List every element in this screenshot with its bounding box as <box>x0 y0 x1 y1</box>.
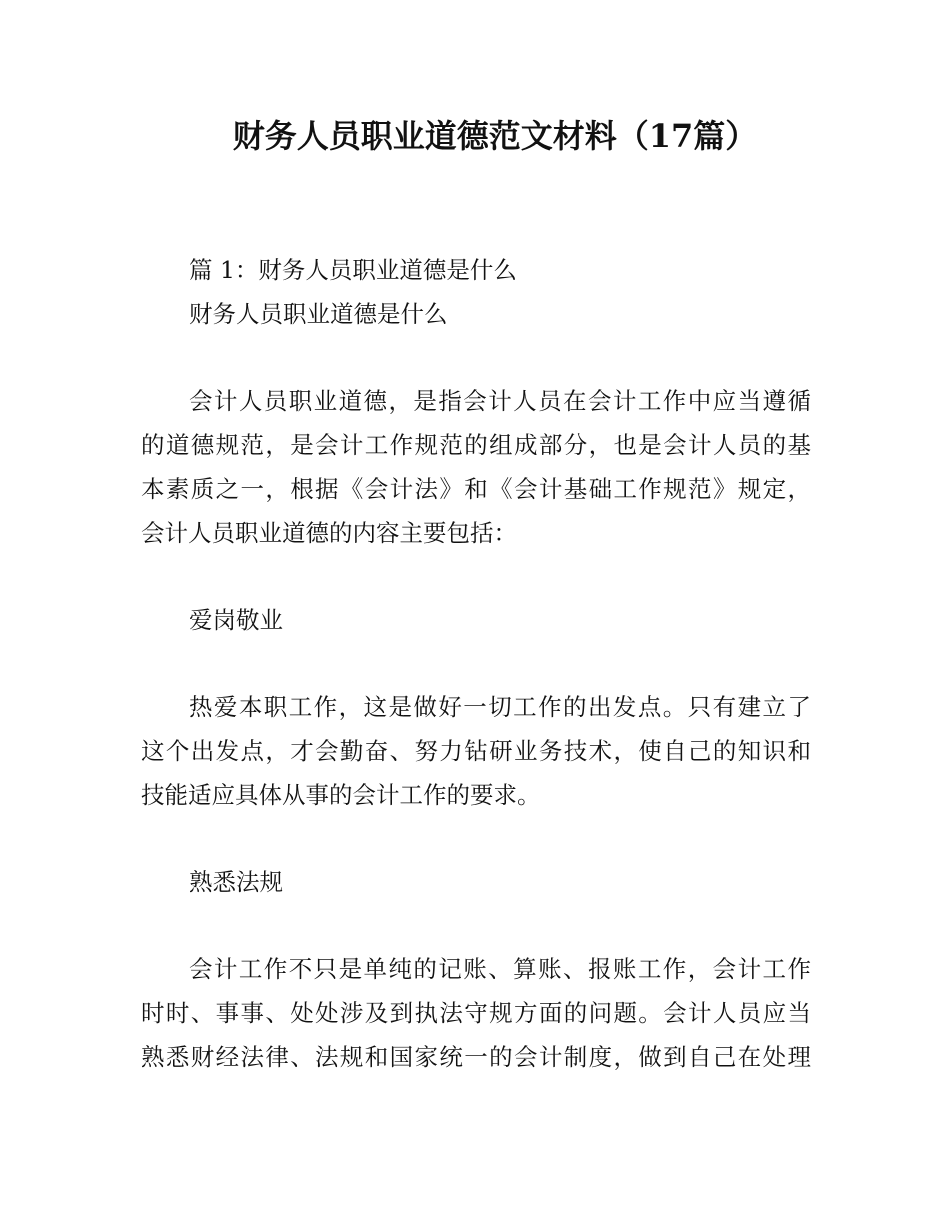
subheading-dedication: 爱岗敬业 <box>189 606 283 634</box>
paragraph-line: 熟悉财经法律、法规和国家统一的会计制度，做到自己在处理 <box>141 1043 811 1071</box>
paragraph-line: 时时、事事、处处涉及到执法守规方面的问题。会计人员应当 <box>141 999 811 1027</box>
article-title: 财务人员职业道德是什么 <box>189 300 448 328</box>
paragraph-dedication <box>141 685 811 817</box>
document-body <box>141 248 811 1079</box>
paragraph-gap <box>141 336 811 379</box>
paragraph-line: 的道德规范，是会计工作规范的组成部分，也是会计人员的基 <box>141 431 811 459</box>
paragraph-gap <box>141 555 811 598</box>
subheading-regulations: 熟悉法规 <box>189 868 283 896</box>
paragraph-definition <box>141 379 811 555</box>
paragraph-line: 会计人员职业道德，是指会计人员在会计工作中应当遵循 <box>189 387 811 415</box>
paragraph-line: 本素质之一，根据《会计法》和《会计基础工作规范》规定， <box>141 475 811 503</box>
paragraph-line: 技能适应具体从事的会计工作的要求。 <box>141 781 541 809</box>
paragraph-line: 会计人员职业道德的内容主要包括： <box>141 519 517 547</box>
paragraph-regulations <box>141 947 811 1079</box>
paragraph-gap <box>141 817 811 860</box>
paragraph-line: 这个出发点，才会勤奋、努力钻研业务技术，使自己的知识和 <box>141 737 811 765</box>
section-heading: 篇 1：财务人员职业道德是什么 <box>189 256 517 284</box>
paragraph-line: 热爱本职工作，这是做好一切工作的出发点。只有建立了 <box>189 693 811 721</box>
paragraph-line: 会计工作不只是单纯的记账、算账、报账工作，会计工作 <box>189 955 811 983</box>
document-title: 财务人员职业道德范文材料（17篇） <box>232 117 758 155</box>
paragraph-gap <box>141 904 811 947</box>
paragraph-gap <box>141 642 811 685</box>
